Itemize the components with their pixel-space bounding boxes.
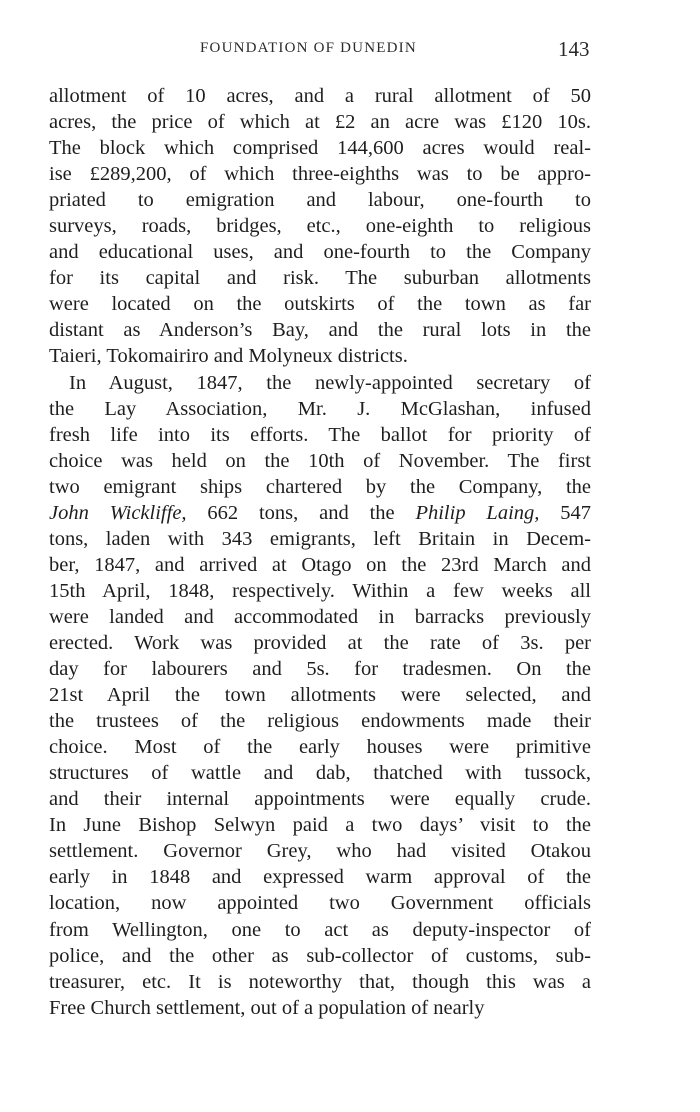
text-line: allotment of 10 acres, and a rural allotment of 50: [49, 85, 591, 107]
text-line: 15th April, 1848, respectively. Within a few weeks all: [49, 579, 591, 602]
text-line: two emigrant ships chartered by the Company, the: [49, 475, 591, 498]
ship-name-john-wickliffe: John Wickliffe,: [49, 501, 187, 524]
text-line: In June Bishop Selwyn paid a two days’ visit to the: [49, 814, 591, 837]
text-line: were located on the outskirts of the town as far: [49, 293, 591, 316]
text-line: for its capital and risk. The suburban allotments: [49, 267, 591, 290]
running-head-title: FOUNDATION OF DUNEDIN: [200, 40, 417, 56]
body-text: [49, 83, 591, 1021]
text-line: location, now appointed two Government officials: [49, 892, 591, 915]
ship-name-philip-laing: Philip Laing,: [415, 501, 540, 524]
text-line: 21st April the town allotments were selected, and: [49, 684, 591, 707]
line-suffix: 547: [539, 501, 591, 524]
text-line: choice. Most of the early houses were primitive: [49, 736, 591, 759]
text-line: the trustees of the religious endowments made their: [49, 710, 591, 733]
text-line: were landed and accommodated in barracks previously: [49, 605, 591, 628]
text-line: and their internal appointments were equally crude.: [49, 788, 591, 811]
text-line: priated to emigration and labour, one-fourth to: [49, 189, 591, 212]
text-line: choice was held on the 10th of November. The first: [49, 449, 591, 472]
text-line: treasurer, etc. It is noteworthy that, though this was a: [49, 970, 591, 993]
text-line: erected. Work was provided at the rate of 3s. per: [49, 631, 591, 654]
page-number: 143: [558, 37, 590, 61]
text-line: acres, the price of which at £2 an acre was £120 10s.: [49, 111, 591, 134]
text-line: Free Church settlement, out of a population of nearly: [49, 996, 485, 1019]
text-line: settlement. Governor Grey, who had visited Otakou: [49, 840, 591, 863]
text-line: surveys, roads, bridges, etc., one-eighth to religious: [49, 215, 591, 238]
text-line: fresh life into its efforts. The ballot for priority of: [49, 423, 591, 446]
text-line: early in 1848 and expressed warm approval of the: [49, 866, 591, 889]
text-line: from Wellington, one to act as deputy-inspector of: [49, 918, 591, 941]
paragraph-first-line: In August, 1847, the newly-appointed secretary of: [69, 371, 591, 394]
text-line-with-ship-names: [49, 500, 591, 526]
text-line: distant as Anderson’s Bay, and the rural lots in the: [49, 319, 591, 342]
text-line: ise £289,200, of which three-eighths was to be appro-: [49, 163, 591, 186]
text-line: police, and the other as sub-collector of customs, sub-: [49, 944, 591, 967]
text-line: day for labourers and 5s. for tradesmen. On the: [49, 658, 591, 681]
text-line: The block which comprised 144,600 acres would real-: [49, 137, 591, 160]
text-line: Taieri, Tokomairiro and Molyneux districts.: [49, 345, 408, 368]
text-line: ber, 1847, and arrived at Otago on the 23rd March and: [49, 553, 591, 576]
line-middle: 662 tons, and the: [186, 501, 416, 524]
text-line: and educational uses, and one-fourth to the Company: [49, 241, 591, 264]
text-line: tons, laden with 343 emigrants, left Britain in Decem-: [49, 527, 591, 550]
text-line: the Lay Association, Mr. J. McGlashan, infused: [49, 397, 591, 420]
text-line: structures of wattle and dab, thatched with tussock,: [49, 762, 591, 785]
